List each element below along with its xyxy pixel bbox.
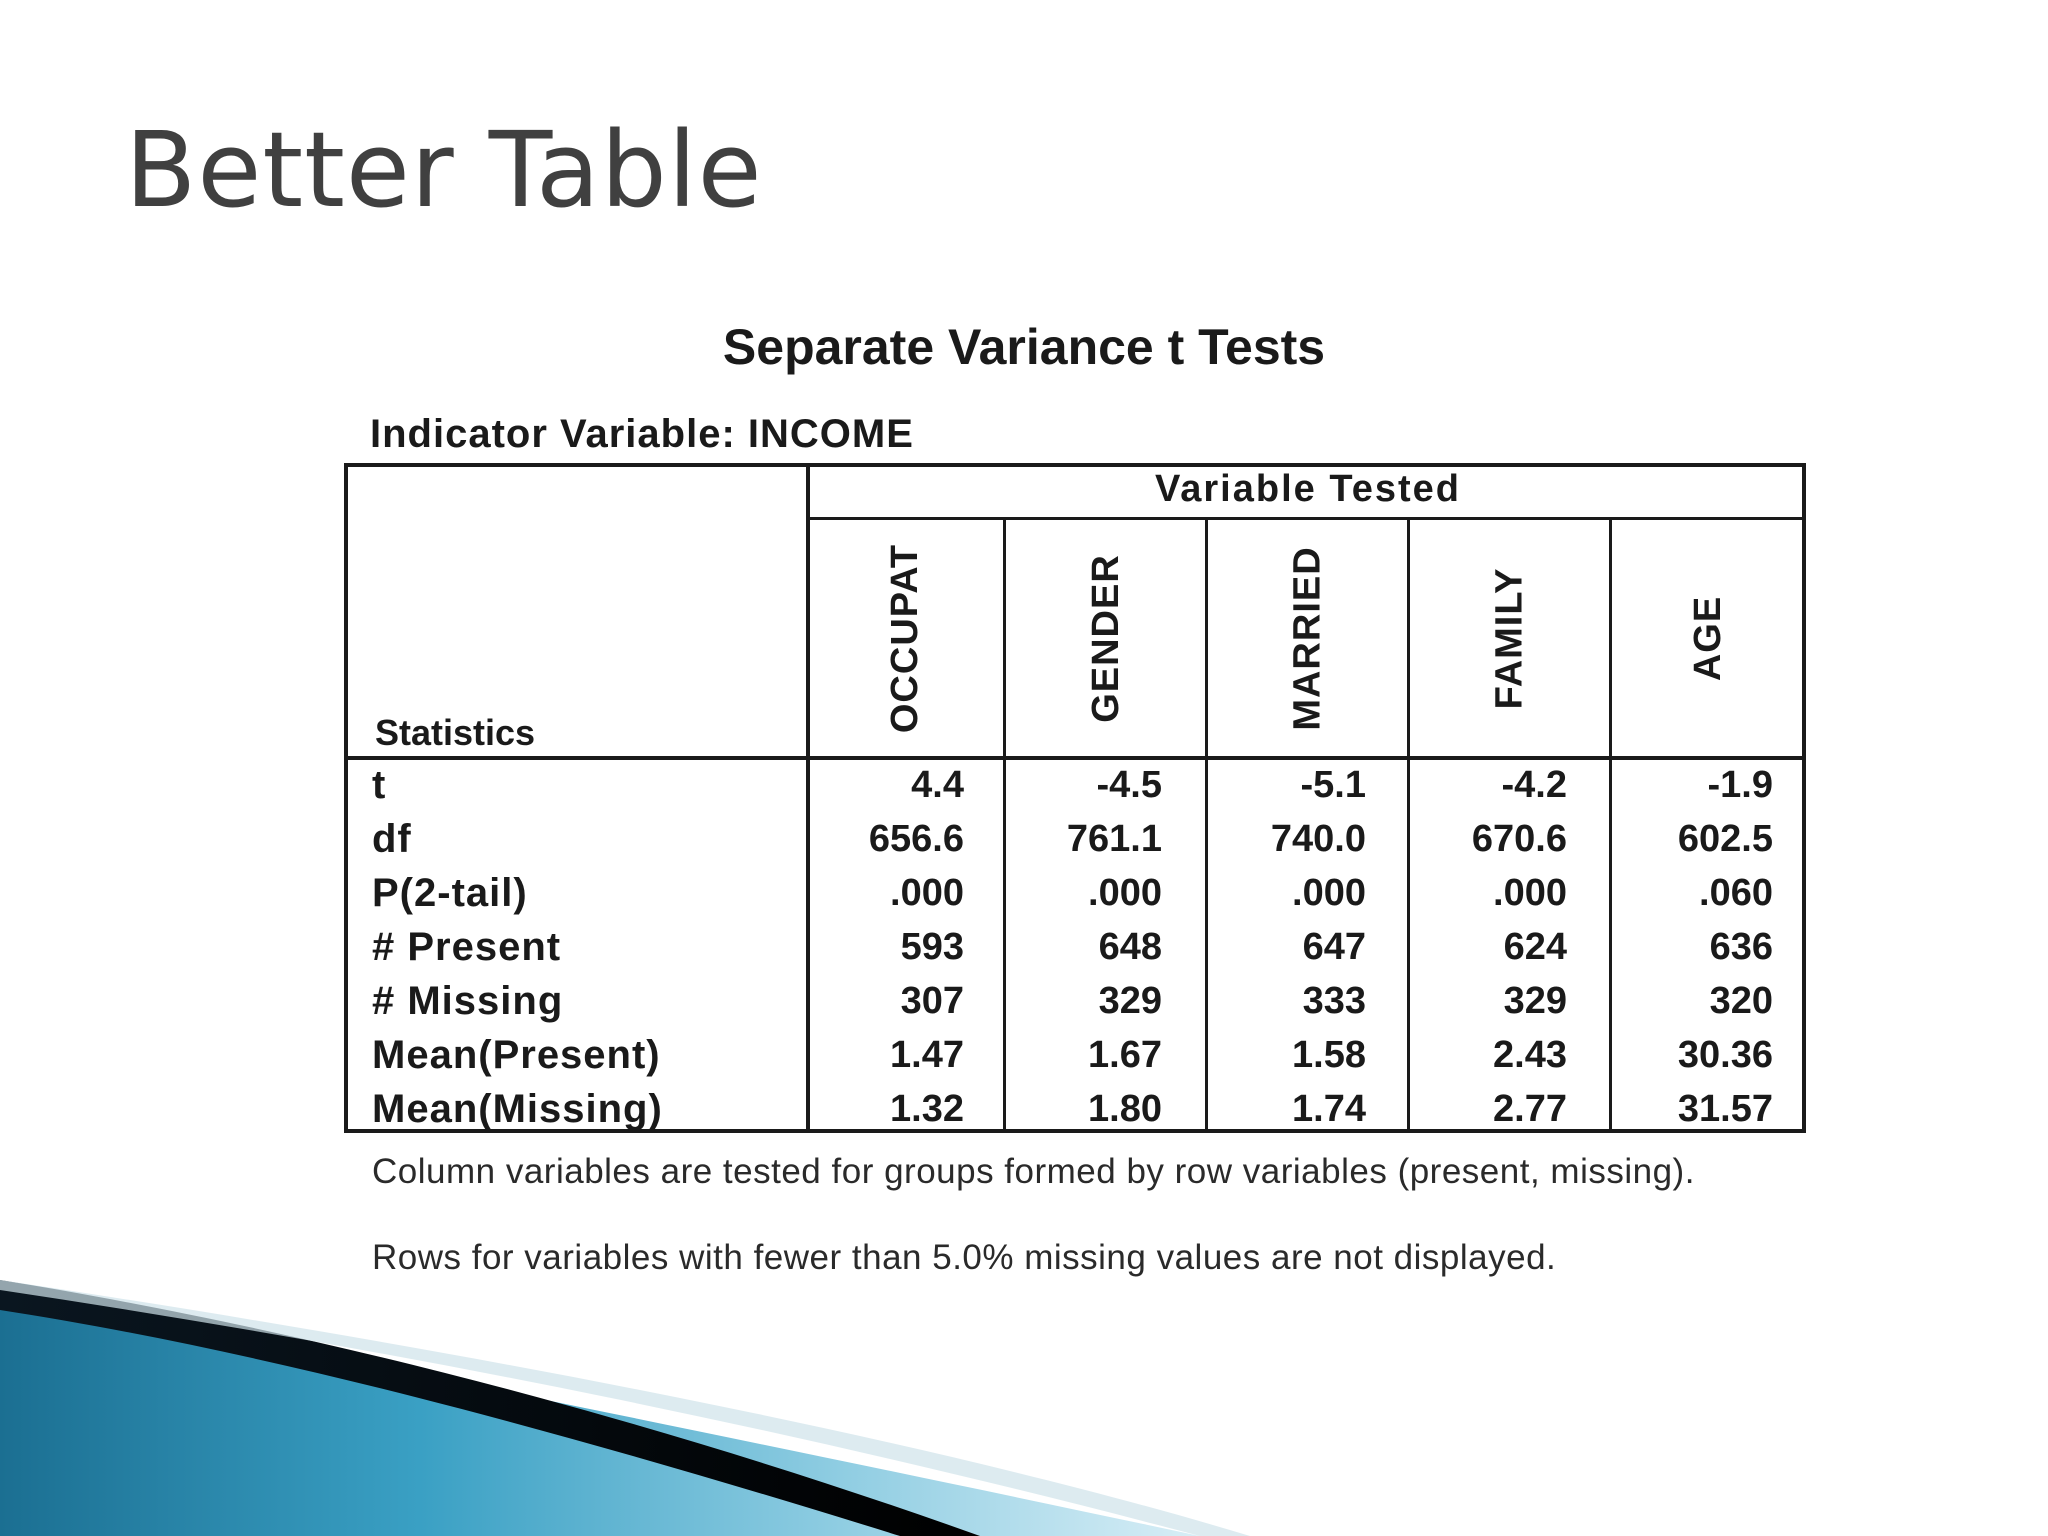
table-cell: 329 (1503, 980, 1567, 1022)
table-cell: 1.32 (890, 1088, 964, 1130)
table-cell: 656.6 (868, 818, 964, 860)
column-header-age (1611, 520, 1806, 756)
table-cell: 1.74 (1292, 1088, 1366, 1130)
table-cell: .000 (1493, 872, 1567, 914)
table-cell: 648 (1098, 926, 1162, 968)
row-label: # Present (372, 925, 562, 969)
table-cell: 1.47 (890, 1034, 964, 1076)
table-row-df (0, 812, 2048, 866)
table-cell: 307 (900, 980, 964, 1022)
table-cell: 1.80 (1088, 1088, 1162, 1130)
table-footnote: Rows for variables with fewer than 5.0% missing values are not displayed. (372, 1238, 1557, 1277)
row-label: t (372, 763, 387, 807)
table-cell: 320 (1709, 980, 1773, 1022)
column-header-married (1207, 520, 1409, 756)
table-cell: 2.43 (1493, 1034, 1567, 1076)
table-cell: .000 (890, 872, 964, 914)
row-label: Mean(Missing) (372, 1087, 663, 1131)
table-cell: 602.5 (1677, 818, 1773, 860)
table-cell: .060 (1699, 872, 1773, 914)
row-label: P(2-tail) (372, 871, 528, 915)
indicator-variable-label: Indicator Variable: INCOME (370, 412, 914, 456)
table-cell: .000 (1292, 872, 1366, 914)
table-cell: -4.2 (1501, 764, 1567, 806)
column-header-label: AGE (1686, 595, 1729, 681)
column-header-label: GENDER (1084, 553, 1127, 723)
table-row-mean-present (0, 1028, 2048, 1082)
column-header-label: FAMILY (1488, 567, 1531, 709)
row-label: df (372, 817, 412, 861)
table-cell: 593 (900, 926, 964, 968)
table-row-p-2-tail (0, 866, 2048, 920)
table-cell: 761.1 (1066, 818, 1162, 860)
table-cell: 31.57 (1677, 1088, 1773, 1130)
table-cell: -5.1 (1300, 764, 1366, 806)
table-row-present (0, 920, 2048, 974)
table-cell: 670.6 (1471, 818, 1567, 860)
table-cell: 333 (1302, 980, 1366, 1022)
table-footnote: Column variables are tested for groups formed by row variables (present, missing). (372, 1152, 1695, 1191)
row-label: # Missing (372, 979, 564, 1023)
column-header-label: MARRIED (1286, 545, 1329, 731)
table-row-mean-missing (0, 1082, 2048, 1136)
table-cell: 4.4 (911, 764, 964, 806)
table-cell: 2.77 (1493, 1088, 1567, 1130)
table-cell: 1.67 (1088, 1034, 1162, 1076)
table-cell: -4.5 (1096, 764, 1162, 806)
table-cell: 30.36 (1677, 1034, 1773, 1076)
table-cell: 740.0 (1270, 818, 1366, 860)
table-row-t (0, 758, 2048, 812)
column-header-family (1409, 520, 1611, 756)
table-cell: -1.9 (1707, 764, 1773, 806)
table-cell: .000 (1088, 872, 1162, 914)
table-cell: 1.58 (1292, 1034, 1366, 1076)
table-row-missing (0, 974, 2048, 1028)
column-header-label: OCCUPAT (884, 543, 926, 733)
column-header-occupat (806, 520, 1005, 756)
table-caption: Separate Variance t Tests (722, 319, 1326, 375)
table-cell: 329 (1098, 980, 1162, 1022)
table-cell: 636 (1709, 926, 1773, 968)
row-label: Mean(Present) (372, 1033, 661, 1077)
column-header-gender (1005, 520, 1207, 756)
decorative-swoosh (0, 1280, 2048, 1536)
stub-header: Statistics (375, 712, 536, 753)
table-cell: 624 (1503, 926, 1567, 968)
table-cell: 647 (1302, 926, 1366, 968)
slide-title: Better Table (125, 109, 763, 231)
group-header: Variable Tested (1155, 468, 1461, 510)
